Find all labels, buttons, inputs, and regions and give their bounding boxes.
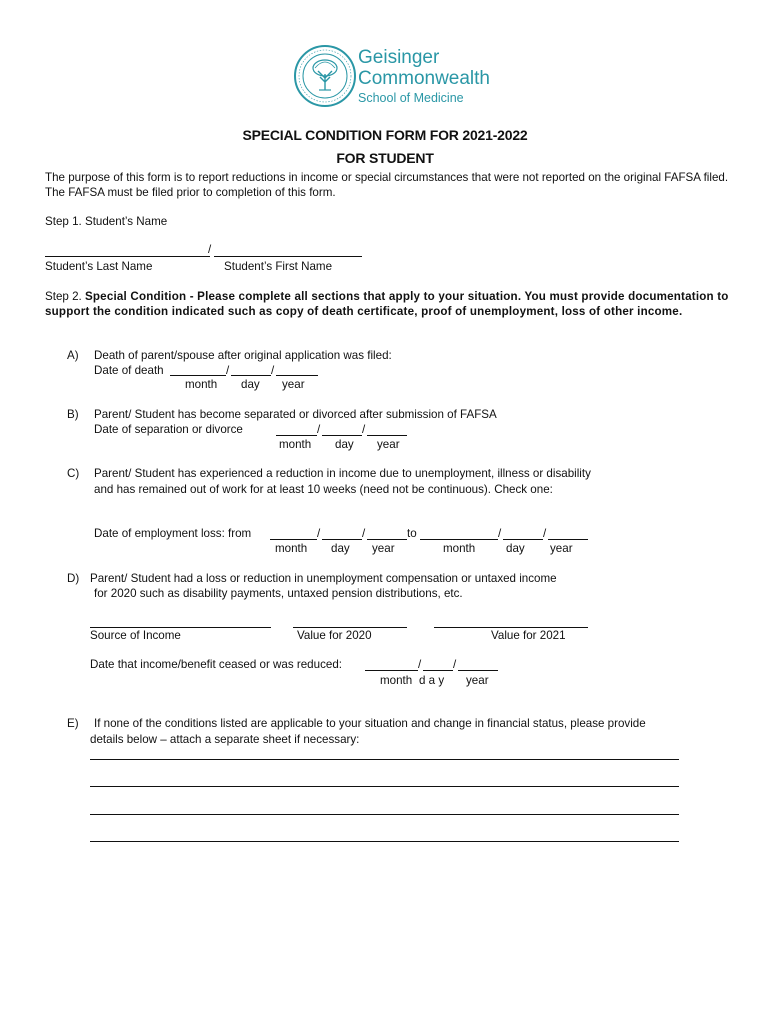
year-label: year xyxy=(466,674,489,687)
ceased-date-label: Date that income/benefit ceased or was reduced: xyxy=(90,658,342,671)
year-label: year xyxy=(372,542,395,555)
date-slash: / xyxy=(317,527,321,540)
date-slash: / xyxy=(498,527,502,540)
section-a-letter: A) xyxy=(67,349,79,362)
logo-line-2: Commonwealth xyxy=(358,68,490,89)
loss-to-day-field[interactable] xyxy=(503,539,543,540)
loss-to-year-field[interactable] xyxy=(548,539,588,540)
form-title-line-1: SPECIAL CONDITION FORM FOR 2021-2022 xyxy=(242,127,528,143)
date-slash: / xyxy=(453,658,457,671)
step1-label: Step 1. Student’s Name xyxy=(45,215,168,228)
step2-bold-text: Special Condition - Please complete all sections that apply to your situation. You must provide documentation to support the condition indicated such as copy of death certificate, proof of unemployment, loss of other income. xyxy=(45,290,729,318)
date-slash: / xyxy=(362,423,366,436)
logo-line-1: Geisinger xyxy=(358,47,440,68)
section-b-letter: B) xyxy=(67,408,79,421)
form-title-line-2: FOR STUDENT xyxy=(336,150,434,166)
section-d-text-2: for 2020 such as disability payments, untaxed pension distributions, etc. xyxy=(94,587,463,600)
details-line-3[interactable] xyxy=(90,814,679,815)
ceased-day-field[interactable] xyxy=(423,670,453,671)
source-of-income-label: Source of Income xyxy=(90,629,181,642)
details-line-2[interactable] xyxy=(90,786,679,787)
month-label: month xyxy=(380,674,413,687)
section-a-text: Death of parent/spouse after original application was filed: xyxy=(94,349,392,362)
day-label: d a y xyxy=(419,674,445,687)
value-2020-field[interactable] xyxy=(293,627,407,628)
section-c-text-2: and has remained out of work for at least 10 weeks (need not be continuous). Check one: xyxy=(94,483,553,496)
separation-year-field[interactable] xyxy=(367,435,407,436)
death-month-field[interactable] xyxy=(170,375,226,376)
value-2021-label: Value for 2021 xyxy=(491,629,566,642)
date-slash: / xyxy=(543,527,547,540)
day-label: day xyxy=(331,542,350,555)
month-label: month xyxy=(275,542,308,555)
section-c-text-1: Parent/ Student has experienced a reduction in income due to unemployment, illness or disability xyxy=(94,467,591,480)
school-seal-logo xyxy=(293,44,357,108)
loss-from-month-field[interactable] xyxy=(270,539,317,540)
intro-paragraph: The purpose of this form is to report reductions in income or special circumstances that were not reported on the original FAFSA filed. The FAFSA must be filed prior to completion of this form. xyxy=(45,171,729,199)
section-c-date-label: Date of employment loss: from xyxy=(94,527,252,540)
last-name-field[interactable] xyxy=(45,256,210,257)
separation-day-field[interactable] xyxy=(322,435,362,436)
loss-to-month-field[interactable] xyxy=(420,539,498,540)
ceased-year-field[interactable] xyxy=(458,670,498,671)
step2-instructions xyxy=(45,289,735,319)
first-name-field[interactable] xyxy=(214,256,362,257)
loss-from-year-field[interactable] xyxy=(367,539,407,540)
month-label: month xyxy=(443,542,476,555)
name-slash: / xyxy=(208,243,212,256)
date-slash: / xyxy=(317,423,321,436)
separation-month-field[interactable] xyxy=(276,435,317,436)
details-line-1[interactable] xyxy=(90,759,679,760)
ceased-month-field[interactable] xyxy=(365,670,418,671)
date-slash: / xyxy=(418,658,422,671)
section-b-text: Parent/ Student has become separated or divorced after submission of FAFSA xyxy=(94,408,497,421)
section-e-text-1: If none of the conditions listed are applicable to your situation and change in financial status, please provide xyxy=(94,717,646,730)
death-day-field[interactable] xyxy=(231,375,271,376)
date-slash: / xyxy=(362,527,366,540)
source-of-income-field[interactable] xyxy=(90,627,271,628)
death-year-field[interactable] xyxy=(276,375,318,376)
logo-line-3: School of Medicine xyxy=(358,91,464,105)
month-label: month xyxy=(185,378,218,391)
year-label: year xyxy=(550,542,573,555)
day-label: day xyxy=(241,378,260,391)
section-d-letter: D) xyxy=(67,572,80,585)
value-2021-field[interactable] xyxy=(434,627,588,628)
to-label: to xyxy=(407,527,417,540)
section-c-letter: C) xyxy=(67,467,80,480)
year-label: year xyxy=(282,378,305,391)
last-name-label: Student’s Last Name xyxy=(45,260,153,273)
details-line-4[interactable] xyxy=(90,841,679,842)
section-e-letter: E) xyxy=(67,717,79,730)
section-d-text-1: Parent/ Student had a loss or reduction in unemployment compensation or untaxed income xyxy=(90,572,557,585)
day-label: day xyxy=(506,542,525,555)
day-label: day xyxy=(335,438,354,451)
value-2020-label: Value for 2020 xyxy=(297,629,372,642)
date-slash: / xyxy=(226,364,230,377)
date-slash: / xyxy=(271,364,275,377)
month-label: month xyxy=(279,438,312,451)
step2-prefix: Step 2. xyxy=(45,290,85,303)
loss-from-day-field[interactable] xyxy=(322,539,362,540)
school-logo-text xyxy=(358,48,490,105)
first-name-label: Student’s First Name xyxy=(224,260,333,273)
year-label: year xyxy=(377,438,400,451)
section-e-text-2: details below – attach a separate sheet if necessary: xyxy=(90,733,360,746)
section-a-date-label: Date of death xyxy=(94,364,164,377)
section-b-date-label: Date of separation or divorce xyxy=(94,423,243,436)
